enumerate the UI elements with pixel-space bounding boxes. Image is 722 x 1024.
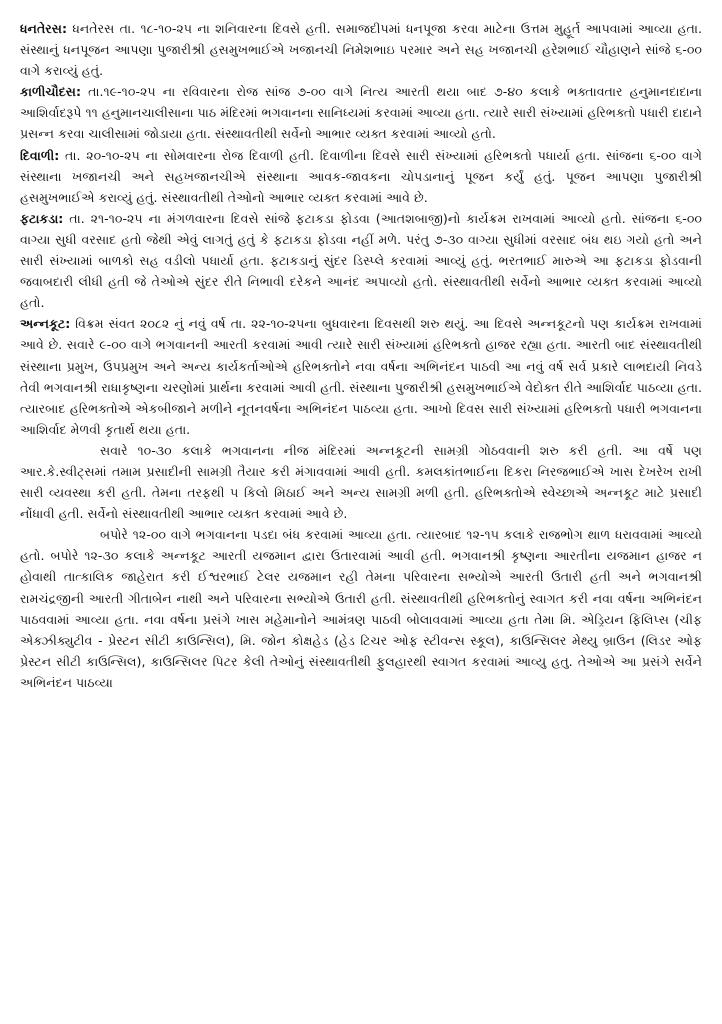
paragraph-annakut-aarti [20, 524, 702, 693]
paragraph-diwali [20, 145, 702, 208]
paragraph-kalichaudas [20, 81, 702, 144]
paragraph-body: ધનતેરસ તા. ૧૮-૧૦-૨૫ ના શનિવારના દિવસે હતી. સમાજદીપમાં ધનપૂજા કરવા માટેના ઉત્તમ મુહૂર્ત આપવામાં આવ્યા હતા. સંસ્થાનું ધનપૂજન આપણા પુજારીશ્રી હસમુખભાઈએ ખજાનચી નિમેશભાઇ પરમાર અને સહ ખજાનચી હરેશભાઈ ચૌહાણને સાંજે ૬-૦૦ વાગે કરાવ્યું હતું. [20, 21, 702, 79]
paragraph-dhanteras [20, 18, 702, 81]
paragraph-body: વિક્રમ સંવત ૨૦૮૨ નું નવું વર્ષ તા. ૨૨-૧૦-૨૫ના બુધવારના દિવસથી શરુ થયું. આ દિવસે અન્નકૂટનો પણ કાર્યક્રમ રાખવામાં આવે છે. સવારે ૯-૦૦ વાગે ભગવાનની આરતી કરવામાં આવી ત્યારે સારી સંખ્યામાં હરિભક્તો હાજર રહ્યા હતા. આરતી બાદ સંસ્થાવતીથી સંસ્થાના પ્રમુખ, ઉપપ્રમુખ અને અન્ય કાર્યકર્તાઓએ હરિભક્તોને નવા વર્ષના અભિનંદન પાઠવી આ નવું વર્ષ સર્વ પ્રકારે લાભદાયી નિવડે તેવી ભગવાનશ્રી રાધાકૃષ્ણના ચરણોમાં પ્રાર્થના કરવામાં આવી હતી. સંસ્થાના પુજારીશ્રી હસમુખભાઈએ વેદોક્ત રીતે આશિર્વાદ પાઠવ્યા હતા. ત્યારબાદ હરિભક્તોએ એકબીજાને મળીને નૂતનવર્ષના અભિનંદન પાઠવ્યા હતા. આખો દિવસ સારી સંખ્યામાં હરિભક્તો પધારી ભગવાનના આશિર્વાદ મેળવી કૃતાર્થ થયા હતા. [20, 316, 702, 437]
paragraph-fatakda [20, 208, 702, 313]
paragraph-heading: ધનતેરસ: [20, 21, 68, 36]
paragraph-heading: ફટાકડા: [20, 210, 64, 226]
paragraph-heading: અન્નકૂટ: [20, 316, 71, 332]
paragraph-heading: દિવાળી: [20, 147, 60, 163]
paragraph-body: તા.૧૯-૧૦-૨૫ ના રવિવારના રોજ સાંજ ૭-૦૦ વાગે નિત્ય આરતી થયા બાદ ૭-૪૦ કલાકે ભક્તાવતાર હનુમાનદાદાના આશિર્વાદરૂપે ૧૧ હનુમાનચાલીસાના પાઠ મંદિરમાં ભગવાનના સાનિધ્યમાં કરવામાં આવ્યા હતા. ત્યારે સારી સંખ્યામાં હરિભક્તો પધારી દાદાને પ્રસન્ન કરવા ચાલીસામાં જોડાયા હતા. સંસ્થાવતીથી સર્વેનો આભાર વ્યક્ત કરવામાં આવ્યો હતો. [20, 84, 702, 142]
paragraph-body: તા. ૨૦-૧૦-૨૫ ના સોમવારના રોજ દિવાળી હતી. દિવાળીના દિવસે સારી સંખ્યામાં હરિભક્તો પધાર્યા હતા. સાંજના ૬-૦૦ વાગે સંસ્થાના ખજાનચી અને સહખજાનચીએ સંસ્થાના આવક-જાવકના ચોપડાનાનું પૂજન કર્યું હતું. પૂજન આપણા પુજારીશ્રી હસમુખભાઈએ કરાવ્યું હતું. સંસ્થાવતીથી તેઓનો આભાર વ્યક્ત કરવામાં આવે છે. [20, 147, 702, 205]
paragraph-heading: કાળીચૌદસ: [20, 84, 81, 100]
paragraph-body: તા. ૨૧-૧૦-૨૫ ના મંગળવારના દિવસે સાંજે ફટાકડા ફોડવા (આતશબાજી)નો કાર્યક્રમ રાખવામાં આવ્યો હતો. સાંજના ૬-૦૦ વાગ્યા સુધી વરસાદ હતો જેથી એવું લાગતું હતું કે ફટાકડા ફોડવા નહીં મળે. પરંતુ ૭-૩૦ વાગ્યા સુધીમાં વરસાદ બંધ થઇ ગયો હતો અને સારી સંખ્યામાં બાળકો સહ વડીલો પધાર્યા હતા. ફટાકડાનું સુંદર ડિસ્પ્લે કરવામાં આવ્યું હતું. ભરતભાઈ મારુએ આ ફટાકડા ફોડવાની જવાબદારી લીધી હતી જે તેઓએ સુંદર રીતે નિભાવી દરેકને આનંદ અપાવ્યો હતો. સંસ્થાવતીથી સર્વેનો આભાર વ્યક્ત કરવામાં આવ્યો હતો. [20, 210, 702, 311]
paragraph-body: સવારે ૧૦-૩૦ કલાકે ભગવાનના નીજ મંદિરમાં અન્નકૂટની સામગ્રી ગોઠવવાની શરુ કરી હતી. આ વર્ષે પણ આર.કે.સ્વીટ્સમાં તમામ પ્રસાદીની સામગ્રી તૈયાર કરી મંગાવવામાં આવી હતી. કમલકાંતભાઈના દિકરા નિરજભાઈએ ખાસ દેખરેખ રાખી સારી વ્યવસ્થા કરી હતી. તેમના તરફથી ૫ કિલો મિઠાઈ અને અન્ય સામગ્રી મળી હતી. હરિભક્તોએ સ્વેચ્છાએ અન્નકૂટ માટે પ્રસાદી નોંધાવી હતી. સર્વેનો સંસ્થાવતીથી આભાર વ્યક્ત કરવામાં આવે છે. [20, 442, 702, 522]
paragraph-body: બપોરે ૧૨-૦૦ વાગે ભગવાનના પડદા બંધ કરવામાં આવ્યા હતા. ત્યારબાદ ૧૨-૧૫ કલાકે રાજભોગ થાળ ધરાવવામાં આવ્યો હતો. બપોરે ૧૨-૩૦ કલાકે અન્નકૂટ આરતી યજમાન દ્વારા ઉતારવામાં આવી હતી. ભગવાનશ્રી કૃષ્ણના આરતીના યજમાન હાજર ન હોવાથી તાત્કાલિક જાહેરાત કરી ઈશ્વરભાઈ ટેલર યજમાન રહી તેમના પરિવારના સભ્યોએ આરતી ઉતારી હતી અને ભગવાનશ્રી રામચંદ્રજીની આરતી ગીતાબેન નાથી અને પરિવારના સભ્યોએ ઉતારી હતી. સંસ્થાવતીથી હરિભક્તોનું સ્વાગત કરી નવા વર્ષના અભિનંદન પાઠવવામાં આવ્યા હતા. નવા વર્ષના પ્રસંગે ખાસ મહેમાનોને આમંત્રણ પાઠવી બોલાવવામાં આવ્યા હતા તેમા મિ. એડ્રિયન ફિલિપ્સ (ચીફ એક્ઝીક્યુટીવ - પ્રેસ્ટન સીટી કાઉન્સિલ), મિ. જોન કોક્ષહેડ (હેડ ટિચર ઓફ સ્ટીવન્સ સ્કૂલ), કાઉન્સિલર મેથ્યુ બ્રાઉન (લિડર ઓફ પ્રેસ્ટન સીટી કાઉન્સિલ), કાઉન્સિલર પિટર કેલી તેઓનું સંસ્થાવતીથી ફુલહારથી સ્વાગત કરવામાં આવ્યુ હતુ. તેઓએ આ પ્રસંગે સર્વેને અભિનંદન પાઠવ્યા [20, 527, 702, 690]
paragraph-annakut [20, 313, 702, 440]
paragraph-annakut-preparation [20, 440, 702, 524]
